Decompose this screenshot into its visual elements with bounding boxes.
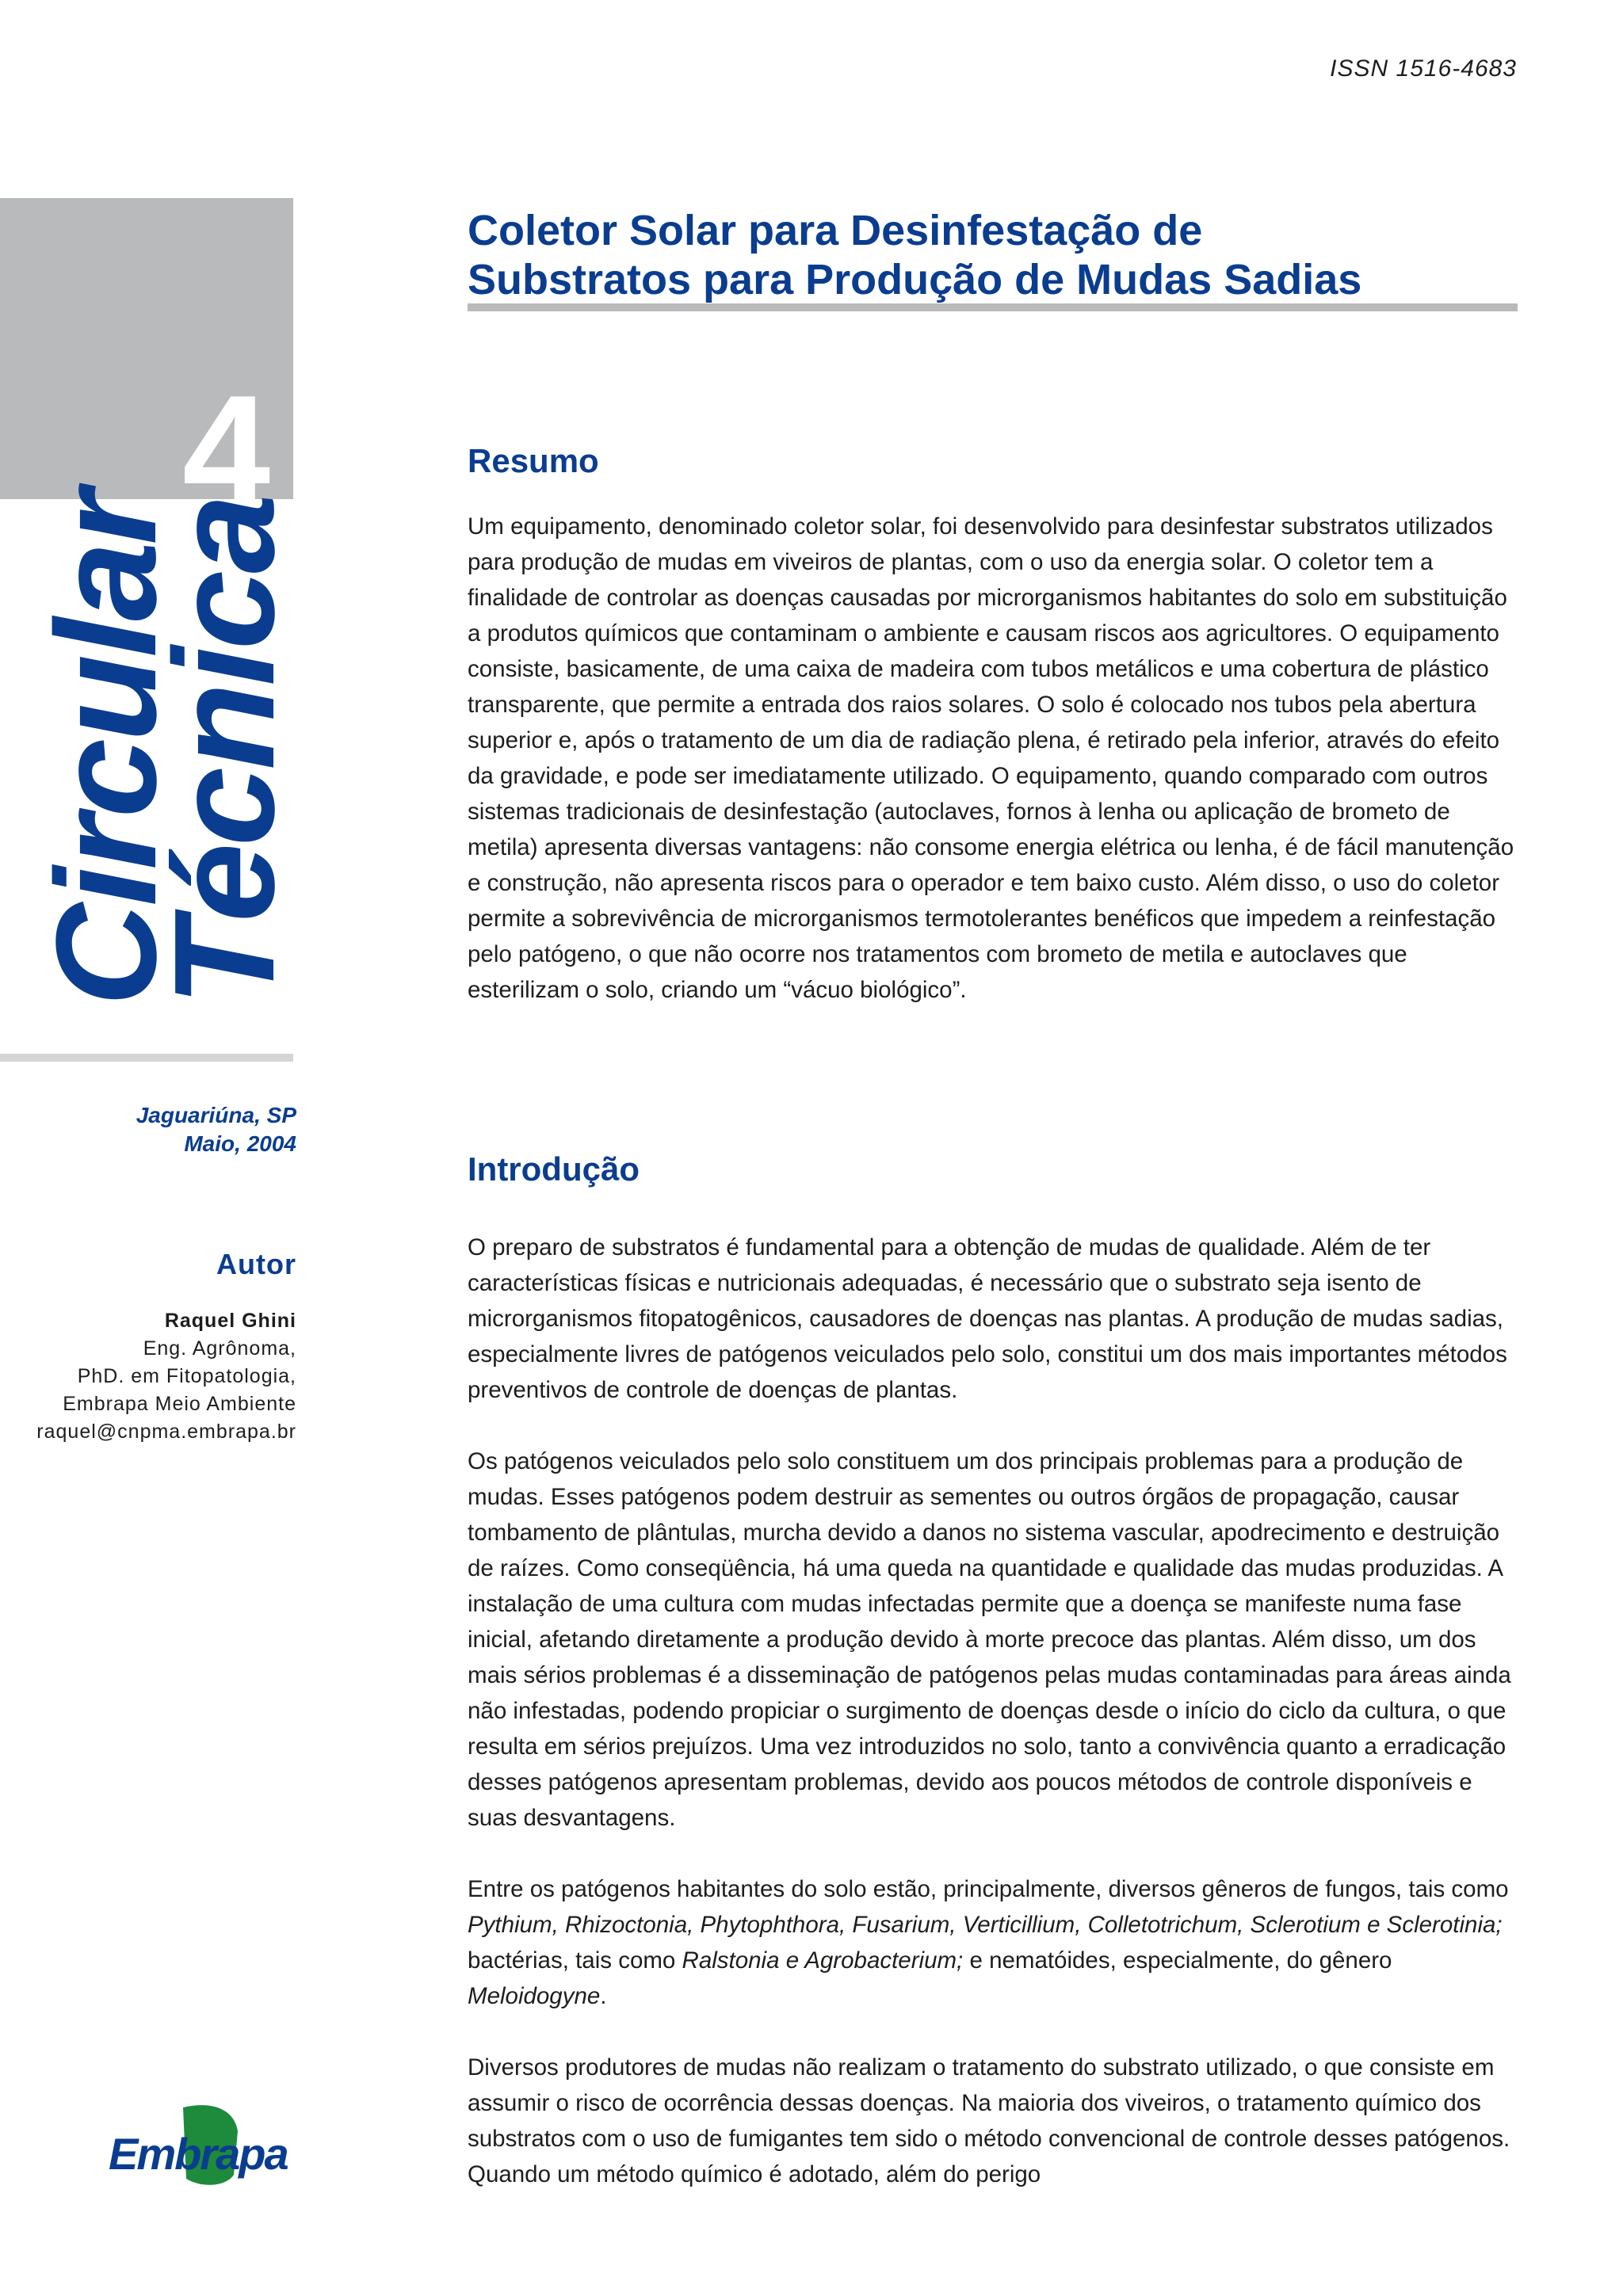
intro-p3-fungi-genera: Pythium, Rhizoctonia, Phytophthora, Fusarium, Verticillium, Colletotrichum, Sclerotium e Sclerotinia; [468,1912,1503,1938]
intro-p3-text-a: Entre os patógenos habitantes do solo estão, principalmente, diversos gêneros de fungos, tais como [468,1876,1509,1902]
author-organization: Embrapa Meio Ambiente [63,1393,296,1415]
author-degree: PhD. em Fitopatologia, [77,1365,296,1387]
introducao-heading: Introdução [468,1150,640,1188]
publication-date: Maio, 2004 [184,1131,296,1156]
title-line-1: Coletor Solar para Desinfestação de [468,207,1203,254]
intro-paragraph-2: Os patógenos veiculados pelo solo constituem um dos principais problemas para a produção de mudas. Esses patógenos podem destruir as sementes ou outros órgãos de propagação, causar tombamento de plântulas, murcha devido a danos no sistema vascular, apodrecimento e destruição de raízes. Como conseqüência, há uma queda na quantidade e qualidade das mudas produzidas. A instalação de uma cultura com mudas infectadas permite que a doença se manifeste numa fase inicial, afetando diretamente a produção devido à morte precoce das plantas. Além disso, um dos mais sérios problemas é a disseminação de patógenos pelas mudas contaminadas para áreas ainda não infestadas, podendo propiciar o surgimento de doenças desde o início do ciclo da cultura, o que resulta em sérios prejuízos. Uma vez introduzidos no solo, tanto a convivência quanto a erradicação desses patógenos apresentam problemas, devido aos poucos métodos de controle disponíveis e suas desvantagens. [468,1448,1511,1831]
document-title [468,206,1518,304]
intro-paragraph-4: Diversos produtores de mudas não realizam o tratamento do substrato utilizado, o que consiste em assumir o risco de ocorrência dessas doenças. Na maioria dos viveiros, o tratamento químico dos substratos com o uso de fumigantes tem sido o método convencional de controle desses patógenos. Quando um método químico é adotado, além do perigo [468,2054,1510,2187]
resumo-paragraph: Um equipamento, denominado coletor solar, foi desenvolvido para desinfestar substratos utilizados para produção de mudas em viveiros de plantas, com o uso da energia solar. O coletor tem a finalidade de controlar as doenças causadas por microrganismos habitantes do solo em substituição a produtos químicos que contaminam o ambiente e causam riscos aos agricultores. O equipamento consiste, basicamente, de uma caixa de madeira com tubos metálicos e uma cobertura de plástico transparente, que permite a entrada dos raios solares. O solo é colocado nos tubos pela abertura superior e, após o tratamento de um dia de radiação plena, é retirado pela inferior, através do efeito da gravidade, e pode ser imediatamente utilizado. O equipamento, quando comparado com outros sistemas tradicionais de desinfestação (autoclaves, fornos à lenha ou aplicação de brometo de metila) apresenta diversas vantagens: não consome energia elétrica ou lenha, é de fácil manutenção e construção, não apresenta riscos para o operador e tem baixo custo. Além disso, o uso do coletor permite a sobrevivência de microrganismos termotolerantes benéficos que impedem a reinfestação pelo patógeno, o que não ocorre nos tratamentos com brometo de metila e autoclaves que esterilizam o solo, criando um “vácuo biológico”. [468,513,1514,1003]
intro-p3-text-b: bactérias, tais como [468,1947,682,1974]
issn-number: ISSN 1516-4683 [1330,55,1517,82]
series-masthead [27,452,305,1006]
author-title: Eng. Agrônoma, [143,1337,296,1360]
title-line-2: Substratos para Produção de Mudas Sadias [468,256,1362,303]
author-name: Raquel Ghini [164,1310,296,1332]
author-info [36,1307,296,1446]
place-date [136,1101,296,1158]
resumo-heading: Resumo [468,442,599,479]
embrapa-logo [107,2100,297,2195]
sidebar-divider [0,1054,293,1062]
author-heading: Autor [216,1248,296,1280]
intro-p3-text-d: . [600,1983,607,2009]
intro-p3-bacteria-genera: Ralstonia e Agrobacterium; [682,1947,964,1974]
intro-p3-nematode-genus: Meloidogyne [468,1983,601,2009]
author-email: raquel@cnpma.embrapa.br [36,1421,296,1443]
masthead-line-tecnica: Técnica [145,497,305,1006]
intro-paragraph-3 [468,1871,1518,2014]
title-underline [468,303,1518,311]
logo-wordmark: Embrapa [109,2129,288,2179]
intro-p3-text-c: e nematóides, especialmente, do gênero [963,1947,1392,1974]
masthead-line-circular: Circular [27,492,186,1006]
series-number: 4 [182,363,271,540]
publication-place: Jaguariúna, SP [136,1103,296,1127]
intro-paragraph-1: O preparo de substratos é fundamental para a obtenção de mudas de qualidade. Além de ter características físicas e nutricionais adequadas, é necessário que o substrato seja isento de microrganismos fitopatogênicos, causadores de doenças nas plantas. A produção de mudas sadias, especialmente livres de patógenos veiculados pelo solo, constitui um dos mais importantes métodos preventivos de controle de doenças de plantas. [468,1234,1507,1403]
